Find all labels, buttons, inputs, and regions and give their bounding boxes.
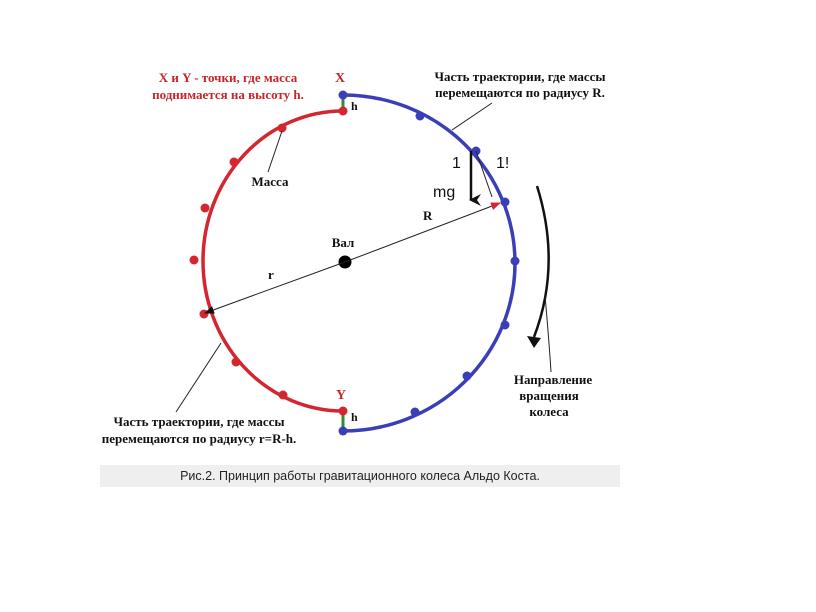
shaft-label: Вал xyxy=(331,235,355,250)
mass-dot xyxy=(339,427,348,436)
mass-dot xyxy=(339,407,348,416)
direction-line3: колеса xyxy=(529,404,569,419)
mass-dot xyxy=(416,112,425,121)
r-label: r xyxy=(268,267,274,282)
direction-line2: вращения xyxy=(519,388,579,403)
xy-note-line2: поднимается на высоту h. xyxy=(152,87,304,102)
R-label: R xyxy=(423,208,433,223)
mass-dot xyxy=(511,257,520,266)
mg-label: mg xyxy=(433,184,456,201)
mass-dot xyxy=(201,204,210,213)
blue-note-line1: Часть траектории, где массы xyxy=(434,69,606,84)
mass-dot xyxy=(501,321,510,330)
mass-dot xyxy=(463,372,472,381)
point-x-label: X xyxy=(334,71,346,86)
red-note-line1: Часть траектории, где массы xyxy=(113,414,285,429)
mass-dot xyxy=(190,256,199,265)
mass-dot xyxy=(339,91,348,100)
leader-red-note xyxy=(176,343,221,412)
point-y-label: Y xyxy=(335,388,347,403)
radius-r-line xyxy=(205,262,345,313)
h-bottom-label: h xyxy=(351,410,358,424)
mass-label: Масса xyxy=(251,174,289,189)
red-note-line2: перемещаются по радиусу r=R-h. xyxy=(101,431,297,446)
blue-masses xyxy=(339,91,520,436)
blue-note-line2: перемещаются по радиусу R. xyxy=(435,85,605,100)
leader-mass xyxy=(268,131,282,172)
mass-dot xyxy=(230,158,239,167)
figure-caption: Рис.2. Принцип работы гравитационного колеса Альдо Коста. xyxy=(180,469,540,483)
mass-dot xyxy=(339,107,348,116)
mass-dot xyxy=(232,358,241,367)
h-top-label: h xyxy=(351,99,358,113)
xy-note-line1: X и Y - точки, где масса xyxy=(158,70,298,85)
leader-blue-note xyxy=(452,103,492,130)
one-label: 1 xyxy=(452,155,461,172)
blue-trajectory-arc xyxy=(343,95,515,431)
direction-line1: Направление xyxy=(513,372,593,387)
mass-dot xyxy=(501,198,510,207)
direction-leader xyxy=(545,295,551,372)
mass-dot xyxy=(200,310,209,319)
mass-dot xyxy=(411,408,420,417)
one-prime-label: 1! xyxy=(496,155,510,172)
mass-dot xyxy=(279,391,288,400)
red-masses xyxy=(190,107,348,416)
rotation-arrow-head xyxy=(527,336,541,348)
figure-caption-bar xyxy=(100,465,620,487)
